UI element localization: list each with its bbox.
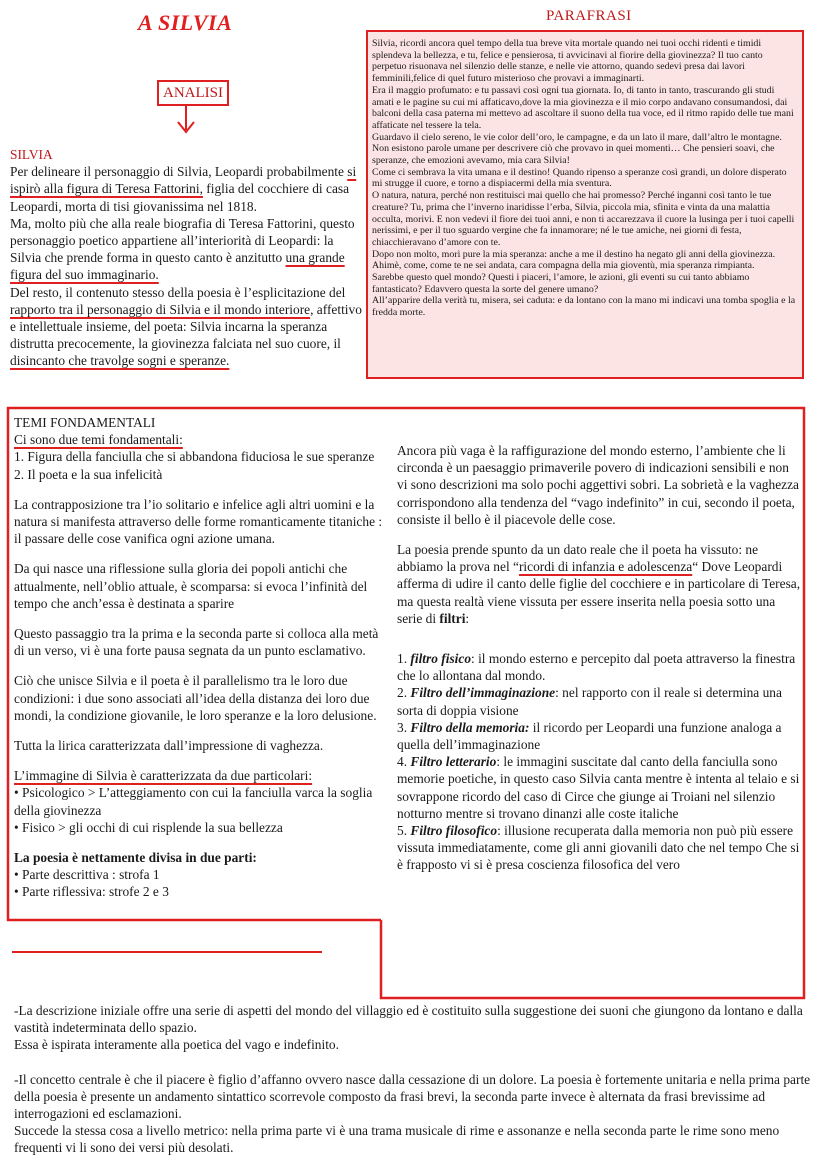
highlight-disincanto: disincanto che travolge sogni e speranze. [10, 353, 230, 369]
filter-item: 3. Filtro della memoria: il ricordo per Leopardi una funzione analoga a quella dell’immaginazione [397, 719, 782, 753]
highlight-ricordi: ricordi di infanzia e adolescenza [518, 559, 693, 575]
parafrasi-paragraph: Guardavo il cielo sereno, le vie color dell’oro, le campagne, e da un lato il mare, dall’altro le montagne. [372, 131, 782, 143]
parafrasi-label: PARAFRASI [546, 8, 632, 24]
filter-item: 2. Filtro dell’immaginazione: nel rapporto con il reale si determina una sorta di doppia visione [397, 685, 782, 718]
temi-paragraph: Ciò che unisce Silvia e il poeta è il parallelismo tra le loro due condizioni: i due sono associati all’idea della distanza dei loro due mondi, la condizione giovanile, le loro speranze e la loro delusione. [14, 673, 377, 723]
page-title: A SILVIA [138, 10, 233, 35]
parafrasi-paragraph: All’apparire della verità tu, misera, sei caduta: e da lontano con la mano mi indicavi una tomba spoglia e la fredda morte. [372, 295, 796, 319]
analisi-label: ANALISI [157, 80, 229, 106]
silvia-paragraph-3: Del resto, il contenuto stesso della poesia è l’esplicitazione del rapporto tra il personaggio di Silvia e il mondo interiore, affettivo e intellettuale insieme, del poeta: Silvia incarna la speranza distrutta precocemente, la giovinezza falciata nel suo cuore, il disincanto che travolge sogni e speranze. [10, 284, 362, 369]
arrow-down-icon [176, 104, 196, 136]
silvia-section [10, 146, 362, 370]
parafrasi-paragraph: Dopo non molto, morì pure la mia speranza: anche a me il destino ha negato gli anni della giovinezza. Ahimè, come, come te ne sei andata, cara compagna della mia gioventù, mia speranza rimpianta. [372, 248, 776, 272]
filter-item: 4. Filtro letterario: le immagini suscitate dal canto della fanciulla sono memorie poetiche, in questo caso Silvia canta mentre è intenta al telaio e si sovrappone ricordo del caso di Circe che giunge ai Troiani nel silenzio notturno mentre si trovano dinanzi alle coste italiche [397, 754, 800, 821]
divisa-bullet: • Parte descrittiva : strofa 1 [14, 867, 160, 883]
parafrasi-paragraph: Silvia, ricordi ancora quel tempo della tua breve vita mortale quando nei tuoi occhi ridenti e timidi splendeva la bellezza, e tu, felice e pensierosa, ti avvicinavi al fiorire della giovinezza? Il tuo canto perpetuo risuonava nel silenzio delle stanze, e nelle vie attorno, quando sedevi presa dai lavori femminili,felice di quel futuro misterioso che provavi a immaginarti. [372, 38, 763, 85]
bottom-paragraph: Succede la stessa cosa a livello metrico: nella prima parte vi è una trama musicale di rime e assonanze e nella seconda parte le rime sono meno frequenti vi li sono dei versi più desolati. [14, 1123, 780, 1156]
temi-left-column [14, 414, 386, 901]
temi-paragraph: Tutta la lirica caratterizzata dall’impressione di vaghezza. [14, 738, 324, 754]
bottom-paragraph: -La descrizione iniziale offre una serie di aspetti del mondo del villaggio ed è costituito sulla suggestione dei suoni che giungono da lontano e dalla vastità indeterminata dello spazio. [14, 1003, 803, 1036]
immagine-bullet: • Fisico > gli occhi di cui risplende la sua bellezza [14, 819, 283, 835]
temi-item-2: 2. Il poeta e la sua infelicità [14, 466, 163, 482]
bottom-notes [14, 1002, 814, 1157]
filtri-label: filtri [439, 610, 466, 626]
filter-name: Filtro letterario [410, 754, 497, 770]
temi-paragraph: Questo passaggio tra la prima e la seconda parte si colloca alla metà di un verso, vi è una forte pausa segnata da un punto esclamativo. [14, 626, 379, 659]
temi-right-paragraph-2: La poesia prende spunto da un dato reale che il poeta ha vissuto: ne abbiamo la prova nel “ricordi di infanzia e adolescenza“ Dove Leopardi afferma di udire il canto delle figlie del cocchiere e in particolare di Teresa, ma questa realtà viene vissuta per essere inserita nella poesia sotto una serie di filtri: [397, 542, 801, 626]
filter-item: 1. filtro fisico: il mondo esterno e percepito dal poeta attraverso la finestra che lo allontana dal mondo. [397, 651, 796, 684]
immagine-heading: L’immagine di Silvia è caratterizzata da due particolari: [14, 768, 313, 784]
temi-item-1: 1. Figura della fanciulla che si abbandona fiduciosa le sue speranze [14, 449, 375, 465]
filter-item: 5. Filtro filosofico: illusione recuperata dalla memoria non può più essere vissuta immediatamente, come gli anni giovanili dato che nel tempo Che si è frapposto vi si è presa coscienza filosofica del vero [397, 823, 800, 873]
temi-heading: TEMI FONDAMENTALI [14, 415, 156, 430]
silvia-paragraph-2: Ma, molto più che alla reale biografia di Teresa Fattorini, questo personaggio poetico appartiene all’interiorità di Leopardi: la Silvia che prende forma in questo canto è anzitutto una grande figura del suo immaginario. [10, 215, 355, 283]
parafrasi-paragraph: Non esistono parole umane per descrivere ciò che provavo in quei momenti… Che pensieri soavi, che speranze, che emozioni avevamo, mia cara Silvia! [372, 143, 775, 167]
silvia-heading: SILVIA [10, 147, 53, 162]
divisa-bullet: • Parte riflessiva: strofe 2 e 3 [14, 884, 169, 900]
immagine-bullet: • Psicologico > L’atteggiamento con cui la fanciulla varca la soglia della giovinezza [14, 785, 373, 818]
parafrasi-box [366, 30, 804, 379]
temi-paragraph: Da qui nasce una riflessione sulla gloria dei popoli antichi che attualmente, nell’oblio attuale, è scomparsa: si evoca l’infinità del tempo che anch’essa è destinata a sparire [14, 561, 368, 611]
parafrasi-paragraph: Era il maggio profumato: e tu passavi così ogni tua giornata. Io, di tanto in tanto, trascurando gli studi amati e le pagine su cui mi affaticavo,dove la mia giovinezza e il mio corpo andavano consumandosi, dai balconi della casa paterna mi mettevo ad ascoltare il suono della tua voce, ed il ritmo rapido delle tue mani affaticate nel tessere la tela. [372, 84, 794, 131]
highlight-rapporto: rapporto tra il personaggio di Silvia e il mondo interiore [10, 301, 311, 317]
filter-name: filtro fisico [410, 651, 472, 667]
temi-right-paragraph: Ancora più vaga è la raffigurazione del mondo esterno, l’ambiente che li circonda è un paesaggio primaverile povero di indicazioni sensibili e non vi sono descrizioni ma solo pochi aggettivi sobri. La sobrietà e la vaghezza corrispondono alla tendenza del “vago indefinito” in cui, secondo il poeta, consiste il bello è il piacevole delle cose. [397, 443, 799, 527]
temi-paragraph: La contrapposizione tra l’io solitario e infelice agli altri uomini e la natura si manifesta attraverso delle forme romanticamente titaniche : il passare delle cose vanifica ogni azione umana. [14, 496, 383, 547]
filter-name: Filtro dell’immaginazione [410, 685, 556, 701]
bottom-paragraph: Essa è ispirata interamente alla poetica del vago e indefinito. [14, 1037, 339, 1053]
temi-intro: Ci sono due temi fondamentali: [14, 432, 183, 448]
parafrasi-paragraph: Sarebbe questo quel mondo? Questi i piaceri, l’amore, le azioni, gli eventi su cui tanto abbiamo fantasticato? Edavvero questa la sorte del genere umano? [372, 272, 750, 295]
highlight-teresa: si ispirò alla figura di Teresa Fattorini, [10, 164, 357, 197]
temi-right-column [397, 442, 801, 874]
filter-name: Filtro filosofico [410, 823, 498, 839]
parafrasi-paragraph: Come ci sembrava la vita umana e il destino! Quando ripenso a speranze così grandi, un dolore disperato mi strugge il cuore, e torno a dispiacermi della mia sventura. [372, 166, 787, 190]
bottom-paragraph: -Il concetto centrale è che il piacere è figlio d’affanno ovvero nasce dalla cessazione di un dolore. La poesia è fortemente unitaria e nella prima parte della poesia è presente un andamento sintattico scorrevole composto da frasi brevi, la seconda parte invece è alternata da frasi brevissime ad interrogazioni ed esclamazioni. [14, 1071, 811, 1122]
highlight-immaginario: una grande figura del suo immaginario. [10, 250, 345, 283]
silvia-paragraph-1: Per delineare il personaggio di Silvia, Leopardi probabilmente si ispirò alla figura di Teresa Fattorini, figlia del cocchiere di casa Leopardi, morta di tisi giovanissima nel 1818. [10, 164, 357, 214]
filter-name: Filtro della memoria: [410, 719, 530, 735]
parafrasi-paragraph: O natura, natura, perché non restituisci mai quello che hai promesso? Perché inganni così tanto le tue creature? Tu, prima che l’inverno inaridisse l’erba, Silvia, piccola mia, sfinita e vinta da una malattia occulta, morivi. E non vedevi il fiore dei tuoi anni, e non ti accarezzava il cuore la lusinga per i tuoi capelli nerissimi, e per il tuo sguardo vergine che fa innamorare; né le tue amiche, nei giorni di festa, chiacchieravano d’amore con te. [372, 190, 795, 248]
divisa-heading: La poesia è nettamente divisa in due parti: [14, 850, 257, 866]
